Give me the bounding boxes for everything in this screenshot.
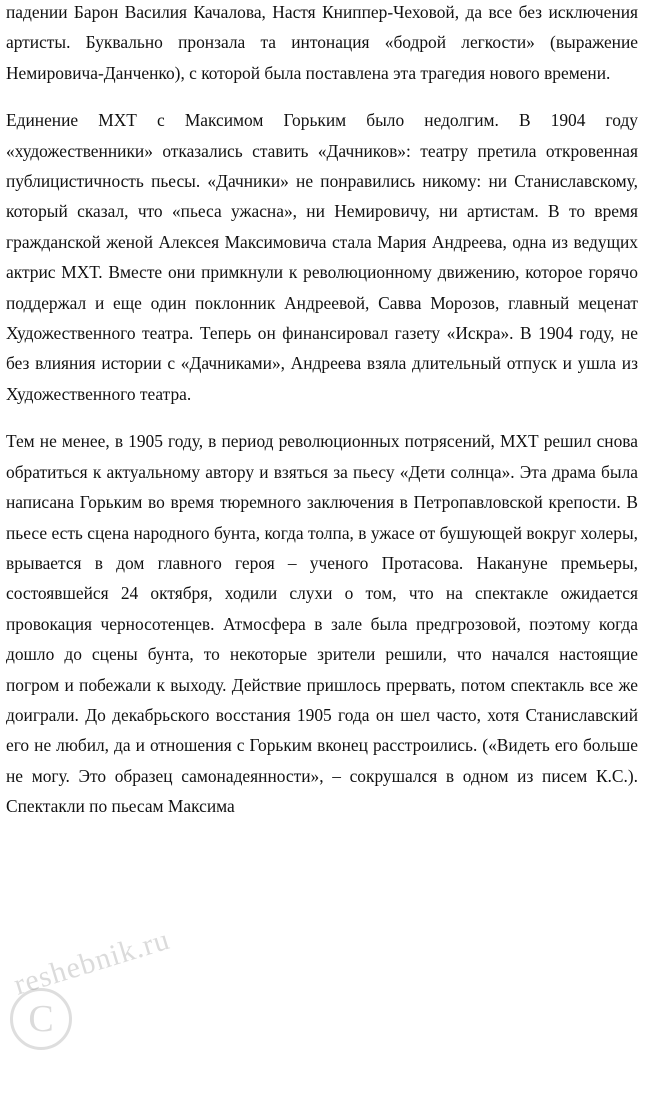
watermark-text: reshebnik.ru	[10, 922, 174, 1002]
paragraph-1: падении Барон Василия Качалова, Настя Книппер-Чеховой, да все без исключения артисты. Буквально пронзала та интонация «бодрой легкости» (выражение Немировича-Данченко), с которой была поставлена эта трагедия нового времени.	[6, 2, 638, 83]
watermark-mark-letter: C	[28, 998, 54, 1040]
paragraph-2: Единение МХТ с Максимом Горьким было недолгим. В 1904 году «художественники» отказались ставить «Дачников»: театру претила откровенная публицистичность пьесы. «Дачники» не понравились никому: ни Станиславскому, который сказал, что «пьеса ужасна», ни Немировичу, ни артистам. В то время гражданской женой Алексея Максимовича стала Мария Андреева, одна из ведущих актрис МХТ. Вместе они примкнули к революционному движению, которое горячо поддержал и еще один поклонник Андреевой, Савва Морозов, главный меценат Художественного театра. Теперь он финансировал газету «Искра». В 1904 году, не без влияния истории с «Дачниками», Андреева взяла длительный отпуск и ушла из Художественного театра.	[6, 110, 638, 404]
paragraph-3: Тем не менее, в 1905 году, в период революционных потрясений, МХТ решил снова обратиться к актуальному автору и взяться за пьесу «Дети солнца». Эта драма была написана Горьким во время тюремного заключения в Петропавловской крепости. В пьесе есть сцена народного бунта, когда толпа, в ужасе от бушующей вокруг холеры, врывается в дом главного героя – ученого Протасова. Накануне премьеры, состоявшейся 24 октября, ходили слухи о том, что на спектакле ожидается провокация черносотенцев. Атмосфера в зале была предгрозовой, поэтому когда дошло до сцены бунта, то некоторые зрители решили, что начался настоящие погром и побежали к выходу. Действие пришлось прервать, потом спектакль все же доиграли. До декабрьского восстания 1905 года он шел часто, хотя Станиславский его не любил, да и отношения с Горьким вконец расстроились. («Видеть его больше не могу. Это образец самонадеянности», – сокрушался в одном из писем К.С.). Спектакли по пьесам Максима	[6, 431, 638, 817]
